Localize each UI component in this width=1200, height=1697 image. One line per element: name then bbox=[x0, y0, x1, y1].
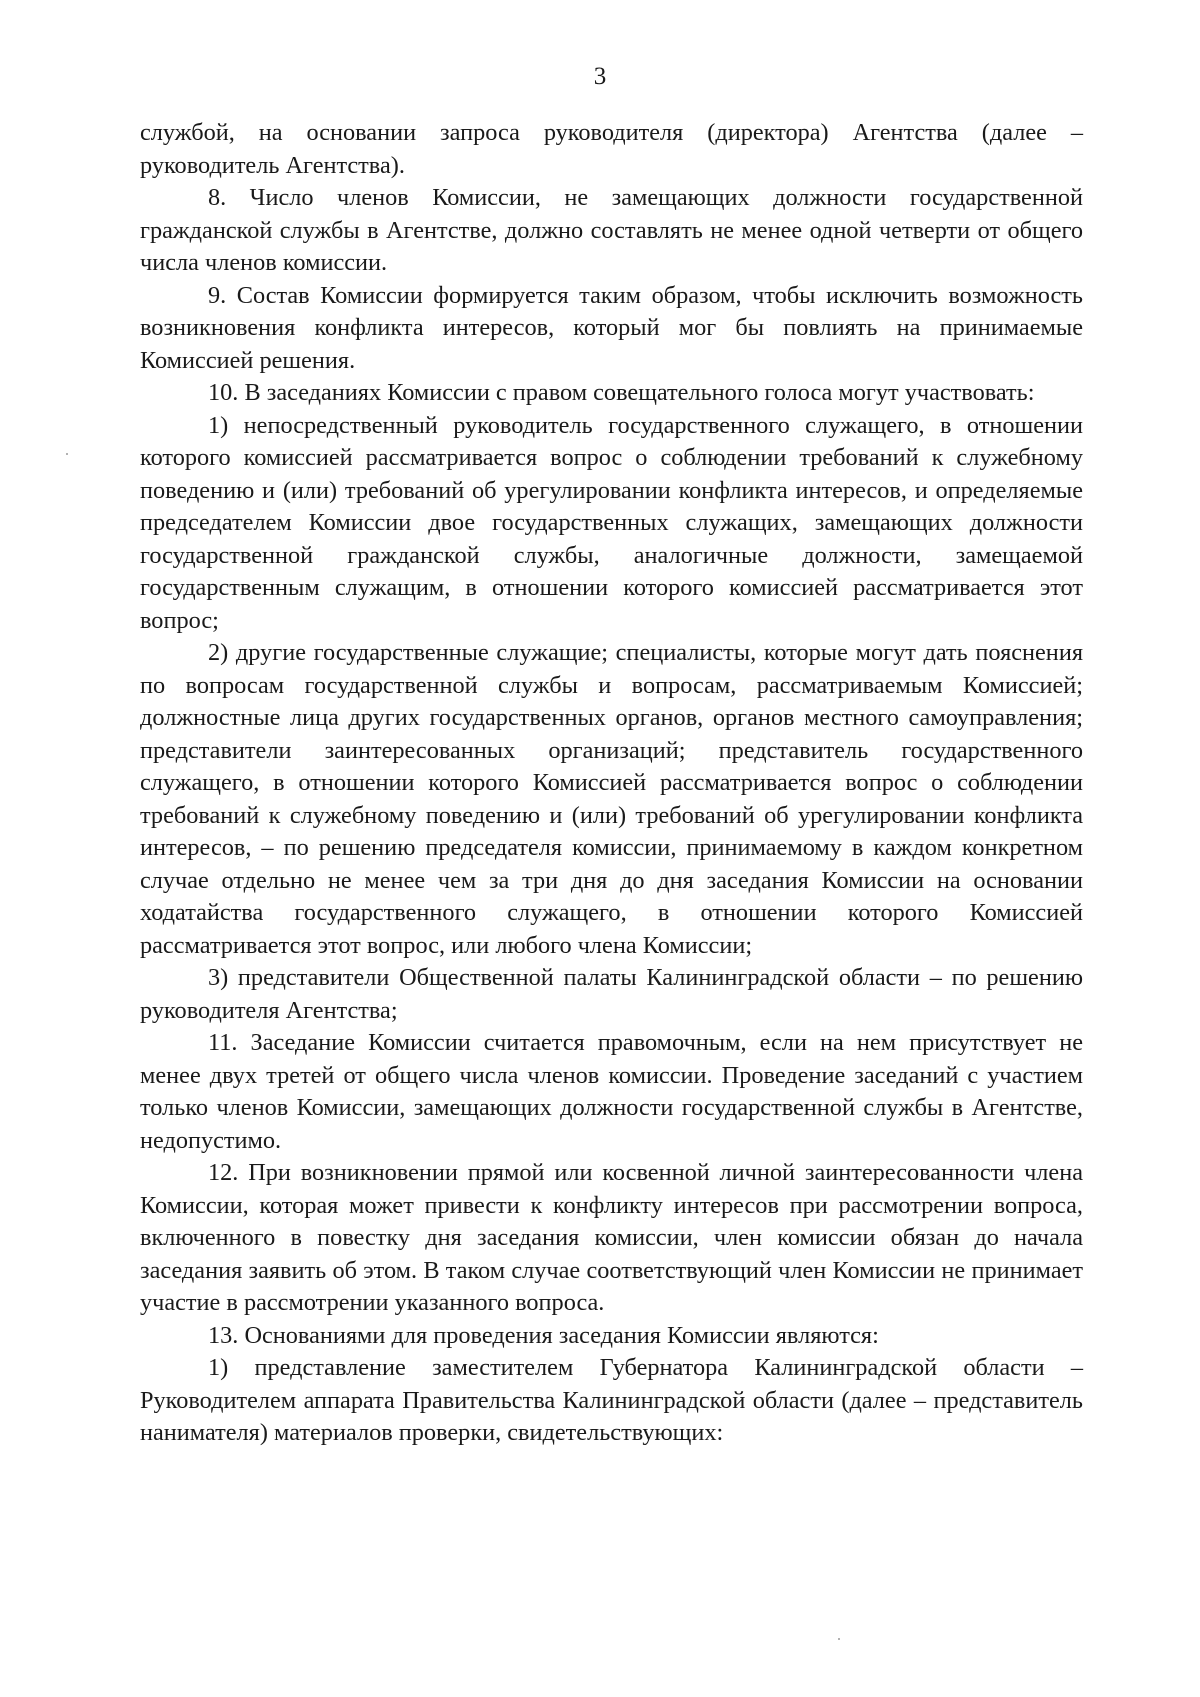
paragraph-item-9: 9. Состав Комиссии формируется таким образом, чтобы исключить возможность возникновения конфликта интересов, который мог бы повлиять на принимаемые Комиссией решения. bbox=[140, 281, 1083, 374]
paragraph-item-10-sub-2: 2) другие государственные служащие; специалисты, которые могут дать пояснения по вопросам государственной службы и вопросам, рассматриваемым Комиссией; должностные лица других государственных органов, органов местного самоуправления; представители заинтересованных организаций; представитель государственного служащего, в отношении которого Комиссией рассматривается вопрос о соблюдении требований к служебному поведению и (или) требований об урегулировании конфликта интересов, – по решению председателя комиссии, принимаемому в каждом конкретном случае отдельно не менее чем за три дня до дня заседания Комиссии на основании ходатайства государственного служащего, в отношении которого Комиссией рассматривается этот вопрос, или любого члена Комиссии; bbox=[140, 639, 1083, 959]
document-body bbox=[140, 117, 1083, 1450]
paragraph-item-11: 11. Заседание Комиссии считается правомочным, если на нем присутствует не менее двух третей от общего числа членов комиссии. Проведение заседаний с участием только членов Комиссии, замещающих должности государственной службы в Агентстве, недопустимо. bbox=[140, 1029, 1083, 1154]
scan-speck bbox=[66, 453, 68, 455]
scan-speck bbox=[838, 1638, 840, 1640]
paragraph-item-13: 13. Основаниями для проведения заседания Комиссии являются: bbox=[208, 1321, 879, 1349]
paragraph-item-8: 8. Число членов Комиссии, не замещающих должности государственной гражданской службы в Агентстве, должно составлять не менее одной четверти от общего числа членов комиссии. bbox=[140, 184, 1083, 276]
paragraph-item-10-sub-1: 1) непосредственный руководитель государственного служащего, в отношении которого комиссией рассматривается вопрос о соблюдении требований к служебному поведению и (или) требований об урегулировании конфликта интересов, и определяемые председателем Комиссии двое государственных служащих, замещающих должности государственной гражданской службы, аналогичные должности, замещаемой государственным служащим, в отношении которого комиссией рассматривается этот вопрос; bbox=[140, 411, 1083, 634]
paragraph-item-13-sub-1: 1) представление заместителем Губернатора Калининградской области – Руководителем аппарата Правительства Калининградской области (далее – представитель нанимателя) материалов проверки, свидетельствующих: bbox=[140, 1354, 1083, 1446]
paragraph-item-10: 10. В заседаниях Комиссии с правом совещательного голоса могут участвовать: bbox=[208, 379, 1035, 406]
paragraph-continuation: службой, на основании запроса руководителя (директора) Агентства (далее – руководитель Агентства). bbox=[140, 119, 1083, 179]
page-number: 3 bbox=[593, 63, 607, 90]
paragraph-item-12: 12. При возникновении прямой или косвенной личной заинтересованности члена Комиссии, которая может привести к конфликту интересов при рассмотрении вопроса, включенного в повестку дня заседания комиссии, член комиссии обязан до начала заседания заявить об этом. В таком случае соответствующий член Комиссии не принимает участие в рассмотрении указанного вопроса. bbox=[140, 1159, 1083, 1316]
paragraph-item-10-sub-3: 3) представители Общественной палаты Калининградской области – по решению руководителя Агентства; bbox=[140, 964, 1083, 1024]
